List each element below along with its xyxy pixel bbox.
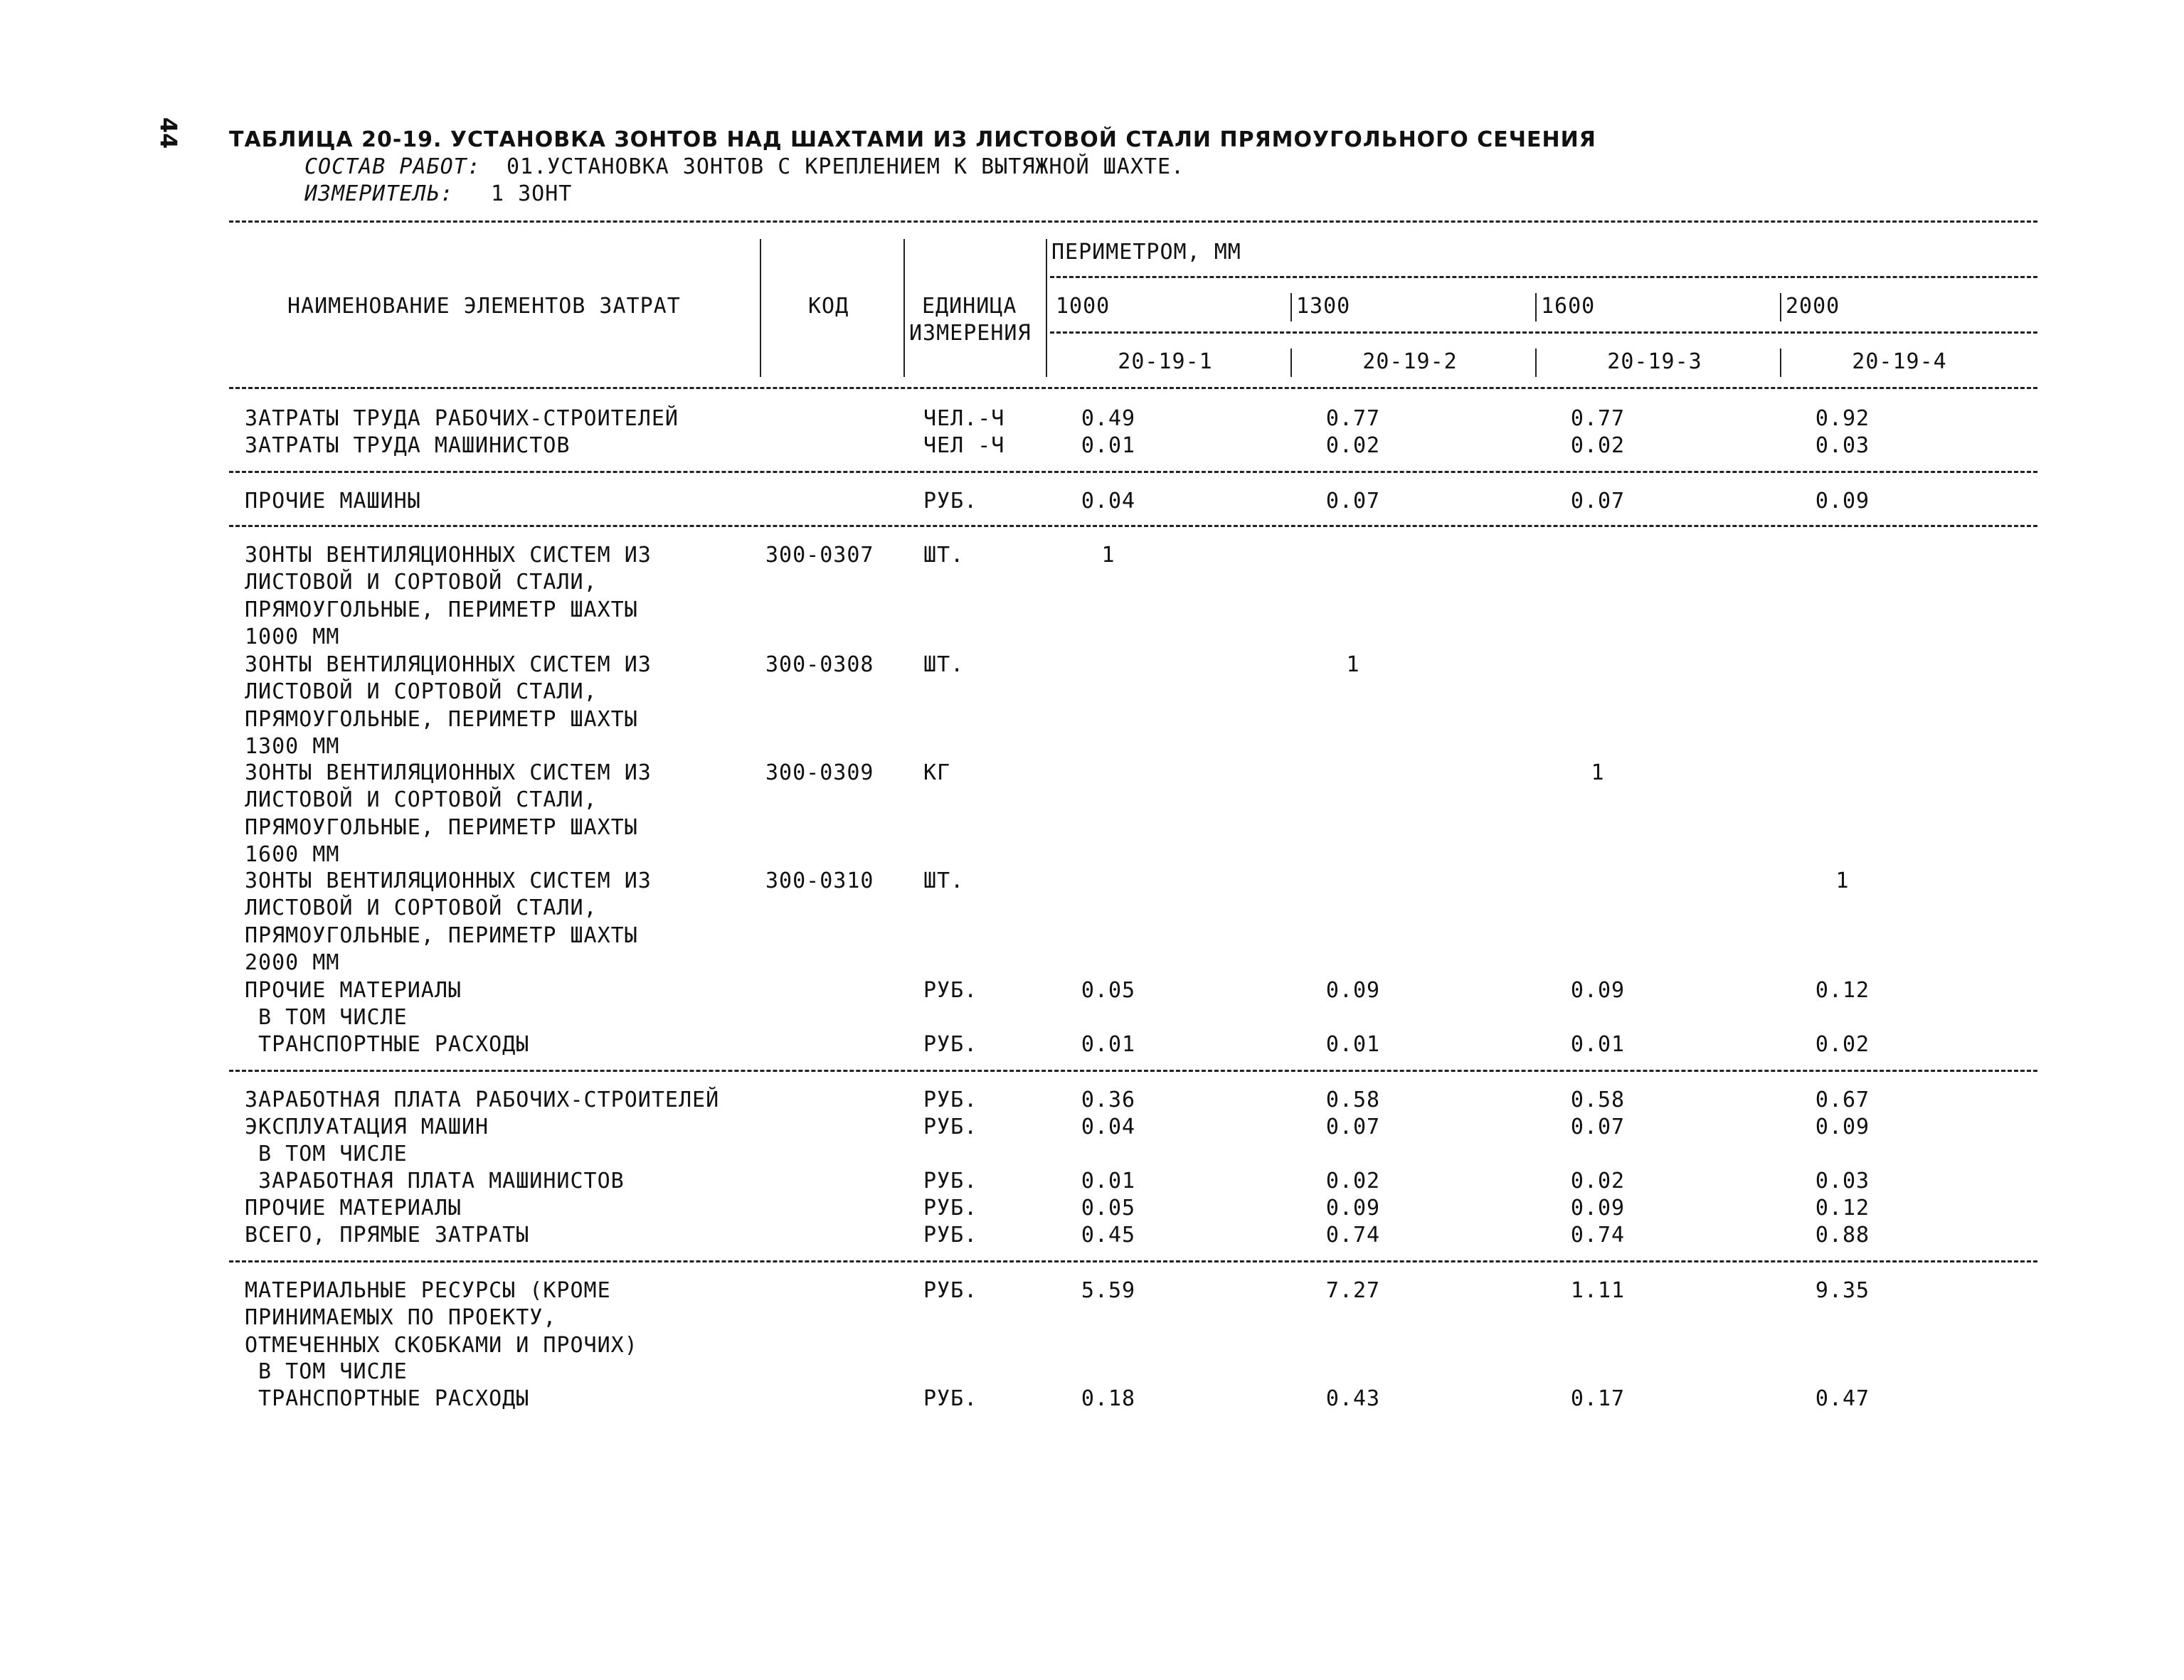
sostav-label: СОСТАВ РАБОТ:: [304, 154, 481, 179]
perimeter-1600: 1600: [1541, 294, 1596, 319]
row-name: ЗОНТЫ ВЕНТИЛЯЦИОННЫХ СИСТЕМ ИЗ: [245, 543, 652, 568]
unit-column-header-2: ИЗМЕРЕНИЯ: [909, 321, 1032, 346]
row-code: 300-0309: [765, 760, 874, 785]
row-value: 0.77: [1325, 406, 1381, 431]
row-code: 300-0307: [765, 543, 874, 568]
column-separator: [1290, 349, 1292, 377]
divider: [229, 1070, 2037, 1072]
row-name: ЛИСТОВОЙ И СОРТОВОЙ СТАЛИ,: [245, 679, 598, 705]
row-name: ЛИСТОВОЙ И СОРТОВОЙ СТАЛИ,: [245, 895, 598, 921]
column-separator: [1535, 349, 1537, 377]
row-unit: РУБ.: [923, 1278, 978, 1303]
row-name: В ТОМ ЧИСЛЕ: [245, 1359, 408, 1384]
row-name: ПРОЧИЕ МАШИНЫ: [245, 489, 421, 514]
row-unit: ШТ.: [923, 652, 965, 677]
row-unit: ШТ.: [923, 868, 965, 893]
row-name: ЛИСТОВОЙ И СОРТОВОЙ СТАЛИ,: [245, 787, 598, 813]
row-name: ПРОЧИЕ МАТЕРИАЛЫ: [245, 978, 462, 1003]
name-column-header: НАИМЕНОВАНИЕ ЭЛЕМЕНТОВ ЗАТРАТ: [287, 294, 681, 319]
row-name: ТРАНСПОРТНЫЕ РАСХОДЫ: [245, 1032, 530, 1057]
row-value: 0.09: [1815, 1115, 1870, 1139]
perimeter-header: ПЕРИМЕТРОМ, ММ: [1051, 240, 1241, 265]
row-unit: РУБ.: [923, 1169, 978, 1193]
row-value: 5.59: [1081, 1278, 1136, 1303]
row-name: ПРИНИМАЕМЫХ ПО ПРОЕКТУ,: [245, 1305, 557, 1331]
row-name: ЛИСТОВОЙ И СОРТОВОЙ СТАЛИ,: [245, 570, 598, 595]
row-value: 0.03: [1815, 1169, 1870, 1193]
row-name: МАТЕРИАЛЬНЫЕ РЕСУРСЫ (КРОМЕ: [245, 1278, 611, 1303]
perimeter-2000: 2000: [1786, 294, 1840, 319]
row-value: 0.58: [1325, 1088, 1381, 1112]
row-value: 0.12: [1815, 1196, 1870, 1221]
row-value: 9.35: [1815, 1278, 1870, 1303]
row-value: 7.27: [1325, 1278, 1381, 1303]
row-unit: ЧЕЛ.-Ч: [923, 406, 1005, 431]
perimeter-1300: 1300: [1296, 294, 1351, 319]
row-value: 0.36: [1081, 1088, 1136, 1112]
row-unit: РУБ.: [923, 978, 978, 1003]
row-value: 0.17: [1570, 1386, 1626, 1411]
row-value: 1: [1101, 543, 1115, 568]
row-name: ЗАТРАТЫ ТРУДА РАБОЧИХ-СТРОИТЕЛЕЙ: [245, 406, 679, 431]
row-value: 0.77: [1570, 406, 1626, 431]
row-value: 0.45: [1081, 1223, 1136, 1248]
row-value: 0.07: [1570, 489, 1626, 514]
row-value: 0.12: [1815, 978, 1870, 1003]
row-name: ЗОНТЫ ВЕНТИЛЯЦИОННЫХ СИСТЕМ ИЗ: [245, 760, 652, 785]
row-name: ПРЯМОУГОЛЬНЫЕ, ПЕРИМЕТР ШАХТЫ: [245, 923, 638, 948]
row-value: 1: [1835, 868, 1850, 893]
row-value: 0.09: [1570, 978, 1626, 1003]
divider: [229, 387, 2037, 389]
row-name: ОТМЕЧЕННЫХ СКОБКАМИ И ПРОЧИХ): [245, 1332, 638, 1358]
divider: [229, 471, 2037, 473]
row-value: 0.05: [1081, 978, 1136, 1003]
column-separator: [1535, 293, 1537, 321]
row-name: ЗОНТЫ ВЕНТИЛЯЦИОННЫХ СИСТЕМ ИЗ: [245, 868, 652, 893]
row-value: 0.58: [1570, 1088, 1626, 1112]
row-name: ЭКСПЛУАТАЦИЯ МАШИН: [245, 1115, 489, 1139]
row-name: В ТОМ ЧИСЛЕ: [245, 1142, 408, 1166]
code-20-19-3: 20-19-3: [1607, 349, 1702, 374]
row-value: 0.92: [1815, 406, 1870, 431]
row-value: 0.02: [1325, 1169, 1381, 1193]
row-value: 0.02: [1570, 433, 1626, 458]
divider: [229, 1260, 2037, 1262]
unit-column-header-1: ЕДИНИЦА: [922, 294, 1017, 319]
column-separator: [1780, 349, 1781, 377]
row-name: 1000 ММ: [245, 624, 340, 649]
row-value: 0.43: [1325, 1386, 1381, 1411]
row-name: ЗАТРАТЫ ТРУДА МАШИНИСТОВ: [245, 433, 571, 458]
row-value: 0.47: [1815, 1386, 1870, 1411]
divider: [229, 525, 2037, 527]
row-name: 2000 ММ: [245, 950, 340, 975]
row-value: 0.04: [1081, 489, 1136, 514]
row-name: ЗАРАБОТНАЯ ПЛАТА РАБОЧИХ-СТРОИТЕЛЕЙ: [245, 1088, 720, 1112]
row-value: 0.04: [1081, 1115, 1136, 1139]
row-unit: РУБ.: [923, 489, 978, 514]
row-value: 0.09: [1815, 489, 1870, 514]
row-unit: РУБ.: [923, 1115, 978, 1139]
row-unit: РУБ.: [923, 1032, 978, 1057]
row-value: 0.49: [1081, 406, 1136, 431]
column-separator: [1046, 239, 1047, 377]
column-separator: [760, 239, 761, 377]
row-name: ЗАРАБОТНАЯ ПЛАТА МАШИНИСТОВ: [245, 1169, 625, 1193]
row-value: 0.09: [1325, 978, 1381, 1003]
sostav-text: 01.УСТАНОВКА ЗОНТОВ С КРЕПЛЕНИЕМ К ВЫТЯЖНОЙ ШАХТЕ.: [507, 154, 1185, 179]
row-value: 0.02: [1815, 1032, 1870, 1057]
row-value: 0.01: [1570, 1032, 1626, 1057]
row-value: 0.74: [1325, 1223, 1381, 1248]
divider: [1050, 276, 2037, 278]
column-separator: [903, 239, 905, 377]
row-name: 1300 ММ: [245, 733, 340, 759]
row-value: 0.88: [1815, 1223, 1870, 1248]
code-20-19-4: 20-19-4: [1852, 349, 1947, 374]
row-value: 0.74: [1570, 1223, 1626, 1248]
perimeter-1000: 1000: [1056, 294, 1110, 319]
row-value: 0.02: [1570, 1169, 1626, 1193]
row-value: 0.05: [1081, 1196, 1136, 1221]
divider: [1050, 331, 2037, 334]
row-name: ПРОЧИЕ МАТЕРИАЛЫ: [245, 1196, 462, 1221]
row-value: 0.67: [1815, 1088, 1870, 1112]
row-name: ТРАНСПОРТНЫЕ РАСХОДЫ: [245, 1386, 530, 1411]
row-unit: РУБ.: [923, 1088, 978, 1112]
row-name: ВСЕГО, ПРЯМЫЕ ЗАТРАТЫ: [245, 1223, 530, 1248]
table-title: ТАБЛИЦА 20-19. УСТАНОВКА ЗОНТОВ НАД ШАХТАМИ ИЗ ЛИСТОВОЙ СТАЛИ ПРЯМОУГОЛЬНОГО СЕЧЕНИЯ: [229, 127, 1596, 152]
code-column-header: КОД: [808, 294, 849, 319]
row-name: ЗОНТЫ ВЕНТИЛЯЦИОННЫХ СИСТЕМ ИЗ: [245, 652, 652, 677]
row-value: 0.02: [1325, 433, 1381, 458]
row-value: 0.09: [1325, 1196, 1381, 1221]
izmeritel-label: ИЗМЕРИТЕЛЬ:: [304, 181, 454, 206]
izmeritel-text: 1 ЗОНТ: [491, 181, 573, 206]
row-value: 0.07: [1325, 489, 1381, 514]
row-value: 0.01: [1325, 1032, 1381, 1057]
row-value: 1: [1346, 652, 1360, 677]
row-name: В ТОМ ЧИСЛЕ: [245, 1005, 408, 1030]
row-unit: ЧЕЛ -Ч: [923, 433, 1005, 458]
row-code: 300-0310: [765, 868, 874, 893]
column-separator: [1780, 293, 1781, 321]
row-value: 0.18: [1081, 1386, 1136, 1411]
row-name: ПРЯМОУГОЛЬНЫЕ, ПЕРИМЕТР ШАХТЫ: [245, 706, 638, 732]
row-code: 300-0308: [765, 652, 874, 677]
row-value: 1: [1591, 760, 1605, 785]
row-unit: РУБ.: [923, 1196, 978, 1221]
page-number: 44: [154, 117, 182, 149]
row-value: 0.07: [1325, 1115, 1381, 1139]
column-separator: [1290, 293, 1292, 321]
row-name: ПРЯМОУГОЛЬНЫЕ, ПЕРИМЕТР ШАХТЫ: [245, 814, 638, 840]
row-value: 0.07: [1570, 1115, 1626, 1139]
row-unit: РУБ.: [923, 1223, 978, 1248]
row-name: ПРЯМОУГОЛЬНЫЕ, ПЕРИМЕТР ШАХТЫ: [245, 597, 638, 622]
row-value: 0.09: [1570, 1196, 1626, 1221]
code-20-19-2: 20-19-2: [1362, 349, 1458, 374]
row-value: 0.01: [1081, 1169, 1136, 1193]
row-value: 0.01: [1081, 433, 1136, 458]
code-20-19-1: 20-19-1: [1118, 349, 1213, 374]
row-unit: РУБ.: [923, 1386, 978, 1411]
divider: [229, 220, 2037, 223]
row-name: 1600 ММ: [245, 841, 340, 867]
row-unit: ШТ.: [923, 543, 965, 568]
row-value: 0.03: [1815, 433, 1870, 458]
row-value: 1.11: [1570, 1278, 1626, 1303]
row-unit: КГ: [923, 760, 951, 785]
row-value: 0.01: [1081, 1032, 1136, 1057]
